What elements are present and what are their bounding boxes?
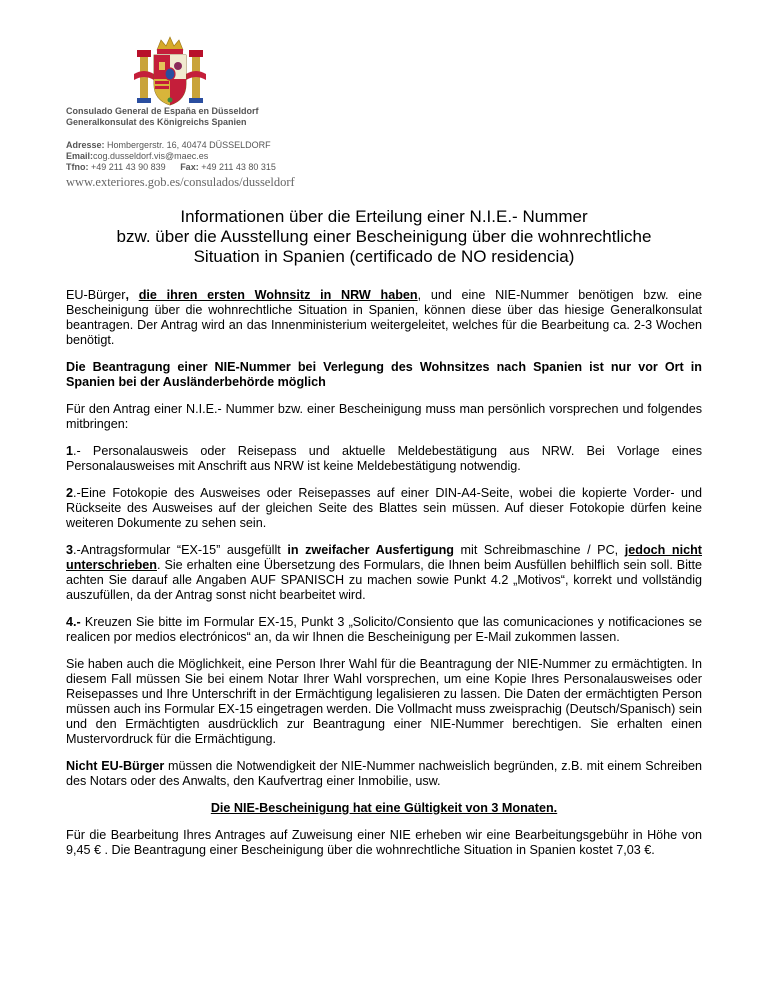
title-line-3: Situation in Spanien (certificado de NO residencia) bbox=[193, 247, 575, 266]
paragraph-requirements: Für den Antrag einer N.I.E.- Nummer bzw. einer Bescheinigung muss man persönlich vorsprechen und folgendes mitbringen: bbox=[66, 402, 702, 431]
email: cog.dusseldorf.vis@maec.es bbox=[93, 151, 209, 161]
phone-line bbox=[66, 162, 276, 173]
consulate-header bbox=[66, 106, 259, 128]
p5-non-eu: Nicht EU-Bürger bbox=[66, 759, 165, 773]
paragraph-spain-note bbox=[66, 360, 702, 390]
fax-label: Fax: bbox=[180, 162, 199, 172]
paragraph-fees: Für die Bearbeitung Ihres Antrages auf Zuweisung einer NIE erheben wir eine Bearbeitungsgebühr in Höhe von 9,45 € . Die Beantragung einer Bescheinigung über die wohnrechtliche Situation in Spanien kostet 7,03 €. bbox=[66, 828, 702, 857]
p1-eu-buerger: EU-Bürger bbox=[66, 288, 126, 302]
consulate-name-de: Generalkonsulat des Königreichs Spanien bbox=[66, 117, 247, 127]
paragraph-non-eu bbox=[66, 759, 702, 789]
p1-rest: , und eine NIE-Nummer benötigen bzw. eine Bescheinigung über die wohnrechtliche Situation in Spanien, können diese über das hiesige Generalkonsulat beantragen. Der Antrag wird an das Innenministerium weitergeleitet, welches für die Bearbeitung ca. 2-3 Wochen benötigt. bbox=[66, 288, 703, 347]
item2-number: 2 bbox=[66, 486, 74, 500]
paragraph-intro bbox=[66, 288, 702, 348]
item3-text-e: . Sie erhalten eine Übersetzung des Formulars, die Ihnen beim Ausfüllen behilflich sein soll. Bitte achten Sie darauf alle Angaben AUF SPANISCH zu machen sowie Punkt 4.2 „Motivos“, korrekt und vollständig auszufüllen, da der Antrag sonst nicht bearbeitet wird. bbox=[66, 558, 702, 602]
paragraph-authorization: Sie haben auch die Möglichkeit, eine Person Ihrer Wahl für die Beantragung der NIE-Nummer zu ermächtigten. In diesem Fall müssen Sie bei einem Notar Ihrer Wahl vorsprechen, um eine Kopie Ihres Personalausweises oder Reisepasses und Ihre Unterschrift in der Ermächtigung legalisieren zu lassen. Die Daten der ermächtigten Person müssen auch ins Formular EX-15 eingetragen werden. Die Vollmacht muss zweisprachig (Deutsch/Spanisch) sein und den Ermächtigten ausdrücklich zur Beantragung einer NIE-Nummer berechtigen. Sie erhalten einen Mustervordruck für die Ermächtigung. bbox=[66, 657, 702, 746]
item1-number: 1 bbox=[66, 444, 74, 458]
list-item-4 bbox=[66, 615, 702, 645]
document-body bbox=[66, 288, 702, 870]
item4-text: Kreuzen Sie bitte im Formular EX-15, Punkt 3 „Solicito/Consiento que las comunicaciones y notificaciones se realicen por medios electrónicos“ an, da wir Ihnen die Bescheinigung per E-Mail zukommen lassen. bbox=[66, 615, 702, 644]
item3-number: 3 bbox=[66, 543, 74, 557]
validity-text: Die NIE-Bescheinigung hat eine Gültigkeit von 3 Monaten. bbox=[210, 801, 558, 815]
item4-number: 4.- bbox=[66, 615, 81, 629]
list-item-1 bbox=[66, 444, 702, 474]
item3-not-signed: jedoch nicht unterschrieben bbox=[66, 543, 702, 572]
list-item-2 bbox=[66, 486, 702, 531]
paragraph-validity bbox=[66, 801, 702, 816]
p1-comma: , bbox=[125, 288, 139, 302]
tfno-label: Tfno: bbox=[66, 162, 89, 172]
fax: +49 211 43 80 315 bbox=[201, 162, 276, 172]
consulate-name-es: Consulado General de España en Düsseldorf bbox=[66, 106, 259, 116]
list-item-3 bbox=[66, 543, 702, 603]
email-line bbox=[66, 151, 276, 162]
contact-block bbox=[66, 140, 276, 173]
p2-text: Die Beantragung einer NIE-Nummer bei Verlegung des Wohnsitzes nach Spanien ist nur vor Ort in Spanien bei der Ausländerbehörde möglich bbox=[66, 360, 702, 389]
title-line-1: Informationen über die Erteilung einer N.I.E.- Nummer bbox=[180, 207, 588, 226]
address: Hombergerstr. 16, 40474 DÜSSELDORF bbox=[107, 140, 271, 150]
address-label: Adresse: bbox=[66, 140, 105, 150]
item2-text: .-Eine Fotokopie des Ausweises oder Reisepasses auf einer DIN-A4-Seite, wobei die kopierte Vorder- und Rückseite des Ausweises auf der gleichen Seite des Blattes sein müssen. Auf dieser Fotokopie dürfen keine weiteren Dokumente zu sehen sein. bbox=[66, 486, 702, 530]
spanish-coat-of-arms-icon bbox=[130, 34, 210, 110]
item1-text: .- Personalausweis oder Reisepass und aktuelle Meldebestätigung aus NRW. Bei Vorlage eines Personalausweises mit Anschrift aus NRW ist keine Meldebestätigung notwendig. bbox=[66, 444, 702, 473]
document-title bbox=[66, 207, 702, 267]
address-line bbox=[66, 140, 276, 151]
p5-text: müssen die Notwendigkeit der NIE-Nummer nachweislich begründen, z.B. mit einem Schreiben des Notars oder des Anwalts, den Kaufvertrag einer Inmobilie, usw. bbox=[66, 759, 702, 788]
item3-text-c: mit Schreibmaschine / PC, bbox=[453, 543, 625, 557]
item3-text-a: .-Antragsformular “EX-15” ausgefüllt bbox=[73, 543, 288, 557]
email-label: Email: bbox=[66, 151, 94, 161]
tfno: +49 211 43 90 839 bbox=[91, 162, 166, 172]
title-line-2: bzw. über die Ausstellung einer Bescheinigung über die wohnrechtliche bbox=[116, 227, 652, 246]
website: www.exteriores.gob.es/consulados/dusseldorf bbox=[66, 175, 295, 189]
item3-two-copies: in zweifacher Ausfertigung bbox=[287, 543, 454, 557]
p1-first-residence: die ihren ersten Wohnsitz in NRW haben bbox=[138, 288, 418, 302]
